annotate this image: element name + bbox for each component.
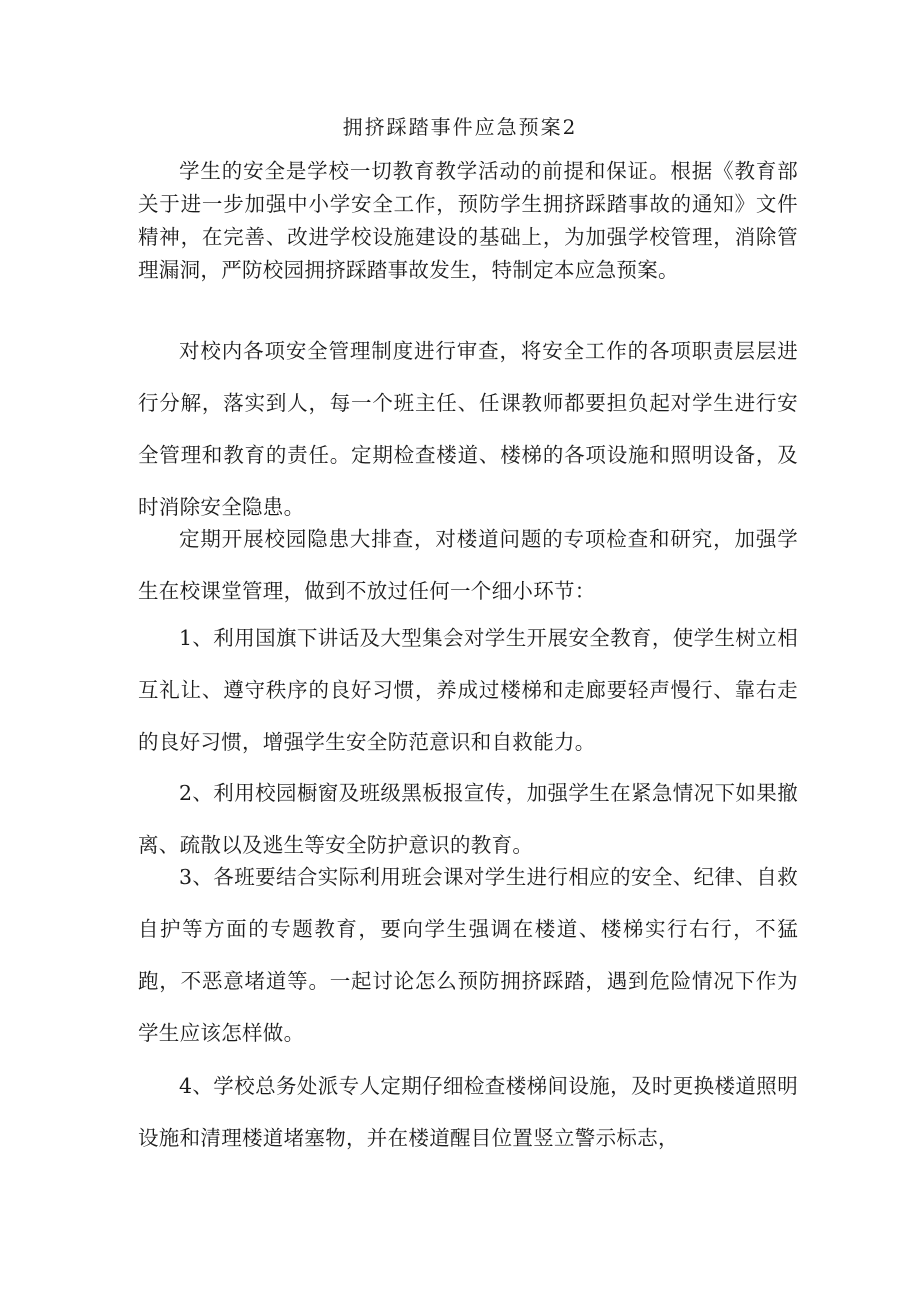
document-title: 拥挤踩踏事件应急预案2	[342, 115, 578, 139]
paragraph-item-2: 2、利用校园橱窗及班级黑板报宣传，加强学生在紧急情况下如果撤离、疏散以及逃生等安全防护意识的教育。	[138, 781, 798, 857]
paragraph-inspection: 定期开展校园隐患大排查，对楼道问题的专项检查和研究，加强学生在校课堂管理，做到不放过任何一个细小环节：	[138, 527, 798, 603]
paragraph-item-4: 4、学校总务处派专人定期仔细检查楼梯间设施，及时更换楼道照明设施和清理楼道堵塞物，并在楼道醒目位置竖立警示标志，	[138, 1074, 798, 1150]
paragraph-item-1: 1、利用国旗下讲话及大型集会对学生开展安全教育，使学生树立相互礼让、遵守秩序的良好习惯，养成过楼梯和走廊要轻声慢行、靠右走的良好习惯，增强学生安全防范意识和自救能力。	[138, 626, 798, 754]
paragraph-item-3: 3、各班要结合实际利用班会课对学生进行相应的安全、纪律、自救自护等方面的专题教育，要向学生强调在楼道、楼梯实行右行，不猛跑，不恶意堵道等。一起讨论怎么预防拥挤踩踏，遇到危险情况下作为学生应该怎样做。	[138, 865, 798, 1045]
paragraph-intro: 学生的安全是学校一切教育教学活动的前提和保证。根据《教育部关于进一步加强中小学安全工作，预防学生拥挤踩踏事故的通知》文件精神，在完善、改进学校设施建设的基础上，为加强学校管理，消除管理漏洞，严防校园拥挤踩踏事故发生，特制定本应急预案。	[138, 159, 798, 282]
paragraph-review: 对校内各项安全管理制度进行审查，将安全工作的各项职责层层进行分解，落实到人，每一个班主任、任课教师都要担负起对学生进行安全管理和教育的责任。定期检查楼道、楼梯的各项设施和照明设备，及时消除安全隐患。	[138, 339, 798, 519]
